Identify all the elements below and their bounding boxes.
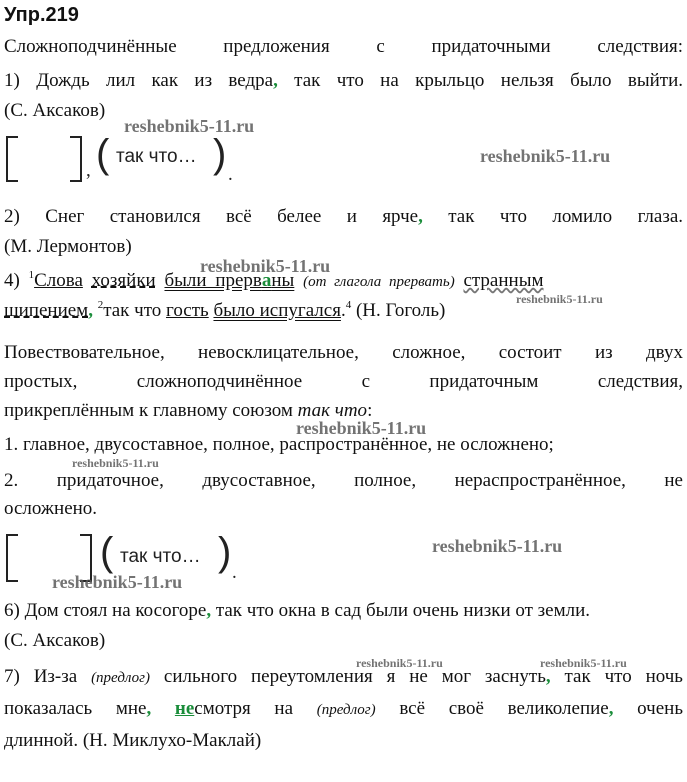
exercise-title: Упр.219 xyxy=(4,4,79,26)
analysis-l3a: прикреплённым к главному союзом xyxy=(4,400,298,421)
watermark: reshebnik5-11.ru xyxy=(72,456,159,470)
s4-num: 4) xyxy=(4,270,29,291)
s7-comma1: , xyxy=(545,666,551,687)
sentence-7-line2 xyxy=(4,698,683,721)
watermark: reshebnik5-11.ru xyxy=(52,572,183,592)
scheme1-sub-text: так что… xyxy=(116,146,197,167)
scheme2-open-paren: ( xyxy=(100,530,114,574)
s7-f: всё своё великолепие xyxy=(375,698,609,719)
watermark: reshebnik5-11.ru xyxy=(356,656,443,670)
s7-comma3: , xyxy=(608,698,614,719)
watermark: reshebnik5-11.ru xyxy=(480,146,611,166)
analysis-colon: : xyxy=(367,400,373,421)
scheme2-dot: . xyxy=(232,562,237,583)
sentence-2 xyxy=(4,206,683,228)
s7-d: показалась мне xyxy=(4,698,147,719)
s1-author: (С. Аксаков) xyxy=(4,100,106,121)
s4-object: шипением xyxy=(4,300,89,321)
s4-note: (от глагола прервать) xyxy=(303,274,455,290)
s4-subject: Слова xyxy=(34,270,83,291)
s4-sup1: 1 xyxy=(28,269,35,281)
s2-author: (М. Лермонтов) xyxy=(4,236,132,257)
s6-comma: , xyxy=(206,600,212,621)
s7-comma2: , xyxy=(146,698,152,719)
s7-e: смотря на xyxy=(194,698,317,719)
analysis-part-2-cont: осложнено. xyxy=(4,498,98,519)
scheme1-main-bracket xyxy=(6,136,82,182)
watermark: reshebnik5-11.ru xyxy=(516,292,603,306)
s7-ne: не xyxy=(174,698,195,719)
s4-end: . xyxy=(340,300,346,321)
scheme1-comma: , xyxy=(86,160,91,181)
sentence-7-line3: длинной. (Н. Миклухо-Маклай) xyxy=(4,730,262,751)
sentence-6 xyxy=(4,600,683,622)
watermark: reshebnik5-11.ru xyxy=(124,116,255,136)
sentence-1 xyxy=(4,70,683,92)
s4-definition: странным xyxy=(463,270,544,291)
scheme1-close-paren: ) xyxy=(213,132,227,176)
sentence-4-line1 xyxy=(4,270,683,293)
analysis-part-1: 1. главное, двусоставное, полное, распространённое, не осложнено; xyxy=(4,434,554,455)
s4-predicate-a: были прерв xyxy=(164,270,262,291)
s4-sub-start: так что xyxy=(103,300,167,321)
s1-main: Дождь лил как из ведра xyxy=(36,70,274,91)
s4-author: (Н. Гоголь) xyxy=(351,300,446,321)
scheme1-dot: . xyxy=(228,164,233,185)
s7-note1: (предлог) xyxy=(91,670,151,686)
s4-comma: , xyxy=(88,300,93,321)
s4-attribute: хозяйки xyxy=(91,270,156,291)
scheme2-sub-text: так что… xyxy=(120,546,201,567)
scheme-1 xyxy=(6,134,236,194)
s4-sub-subject: гость xyxy=(166,300,209,321)
analysis-part-2: 2. придаточное, двусоставное, полное, нераспространённое, не xyxy=(4,470,683,491)
s7-b: сильного переутомления я не мог заснуть xyxy=(150,666,546,687)
analysis-line-2: простых, сложноподчинённое с придаточным следствия, xyxy=(4,371,683,392)
analysis-conjunction: так что xyxy=(297,400,368,421)
watermark: reshebnik5-11.ru xyxy=(540,656,627,670)
s4-sup4: 4 xyxy=(345,299,352,311)
s4-sup2: 2 xyxy=(97,299,104,311)
s7-a: 7) Из-за xyxy=(4,666,92,687)
s4-sub-predicate: было испугался xyxy=(213,300,341,321)
s1-num: 1) xyxy=(4,70,37,91)
s7-note2: (предлог) xyxy=(316,702,376,718)
s7-c: так что ночь xyxy=(550,666,683,687)
s2-sub: так что ломило глаза. xyxy=(422,206,684,227)
watermark: reshebnik5-11.ru xyxy=(296,418,427,438)
s4-predicate-stress: а xyxy=(261,270,272,291)
s7-g: очень xyxy=(613,698,683,719)
s2-comma: , xyxy=(418,206,423,227)
intro-line xyxy=(4,36,683,58)
s6-author: (С. Аксаков) xyxy=(4,630,106,651)
watermark: reshebnik5-11.ru xyxy=(200,256,331,276)
s1-sub: так что на крыльцо нельзя было выйти. xyxy=(277,70,683,91)
intro-text: Сложноподчинённые предложения с придаточными следствия: xyxy=(4,36,683,57)
s2-main: 2) Снег становился всё белее и ярче xyxy=(4,206,419,227)
s4-predicate-b: ны xyxy=(271,270,295,291)
scheme1-open-paren: ( xyxy=(96,132,110,176)
analysis-line-1: Повествовательное, невосклицательное, сложное, состоит из двух xyxy=(4,342,683,363)
s6-main: 6) Дом стоял на косогоре xyxy=(4,600,207,621)
s1-comma: , xyxy=(273,70,278,91)
scheme2-close-paren: ) xyxy=(218,530,232,574)
s6-sub: так что окна в сад были очень низки от земли. xyxy=(211,600,591,621)
watermark: reshebnik5-11.ru xyxy=(432,536,563,556)
